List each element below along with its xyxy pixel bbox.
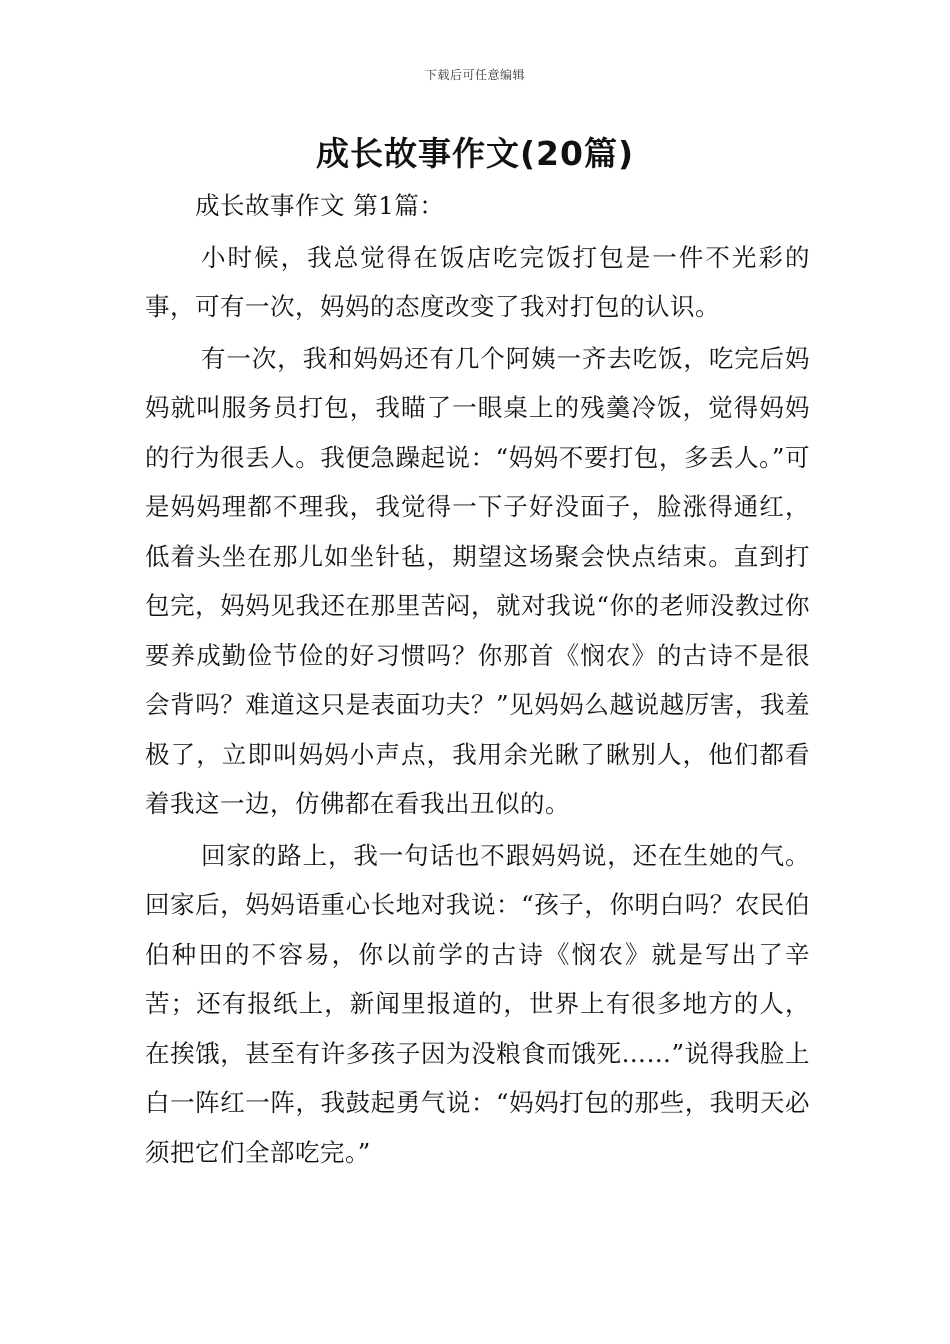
header-note: 下载后可任意编辑 xyxy=(424,68,525,82)
section-label: 成长故事作文 第1篇： xyxy=(195,191,445,220)
paragraph-1: 小时候，我总觉得在饭店吃完饭打包是一件不光彩的事，可有一次，妈妈的态度改变了我对打包的认识。 xyxy=(145,242,810,321)
article-body xyxy=(145,181,810,1177)
paragraph-3: 回家的路上，我一句话也不跟妈妈说，还在生她的气。回家后，妈妈语重心长地对我说：“孩子，你明白吗？农民伯伯种田的不容易，你以前学的古诗《悯农》就是写出了辛苦；还有报纸上，新闻里报道的，世界上有很多地方的人，在挨饿，甚至有许多孩子因为没粮食而饿死……”说得我脸上白一阵红一阵，我鼓起勇气说：“妈妈打包的那些，我明天必须把它们全部吃完。” xyxy=(145,840,810,1167)
document-title: 成长故事作文(20篇) xyxy=(315,134,635,173)
paragraph-2: 有一次，我和妈妈还有几个阿姨一齐去吃饭，吃完后妈妈就叫服务员打包，我瞄了一眼桌上的残羹冷饭，觉得妈妈的行为很丢人。我便急躁起说：“妈妈不要打包，多丢人。”可是妈妈理都不理我，我觉得一下子好没面子，脸涨得通红，低着头坐在那儿如坐针毡，期望这场聚会快点结束。直到打包完，妈妈见我还在那里苦闷，就对我说“你的老师没教过你要养成勤俭节俭的好习惯吗？你那首《悯农》的古诗不是很会背吗？难道这只是表面功夫？”见妈妈么越说越厉害，我羞极了，立即叫妈妈小声点，我用余光瞅了瞅别人，他们都看着我这一边，仿佛都在看我出丑似的。 xyxy=(145,343,810,818)
